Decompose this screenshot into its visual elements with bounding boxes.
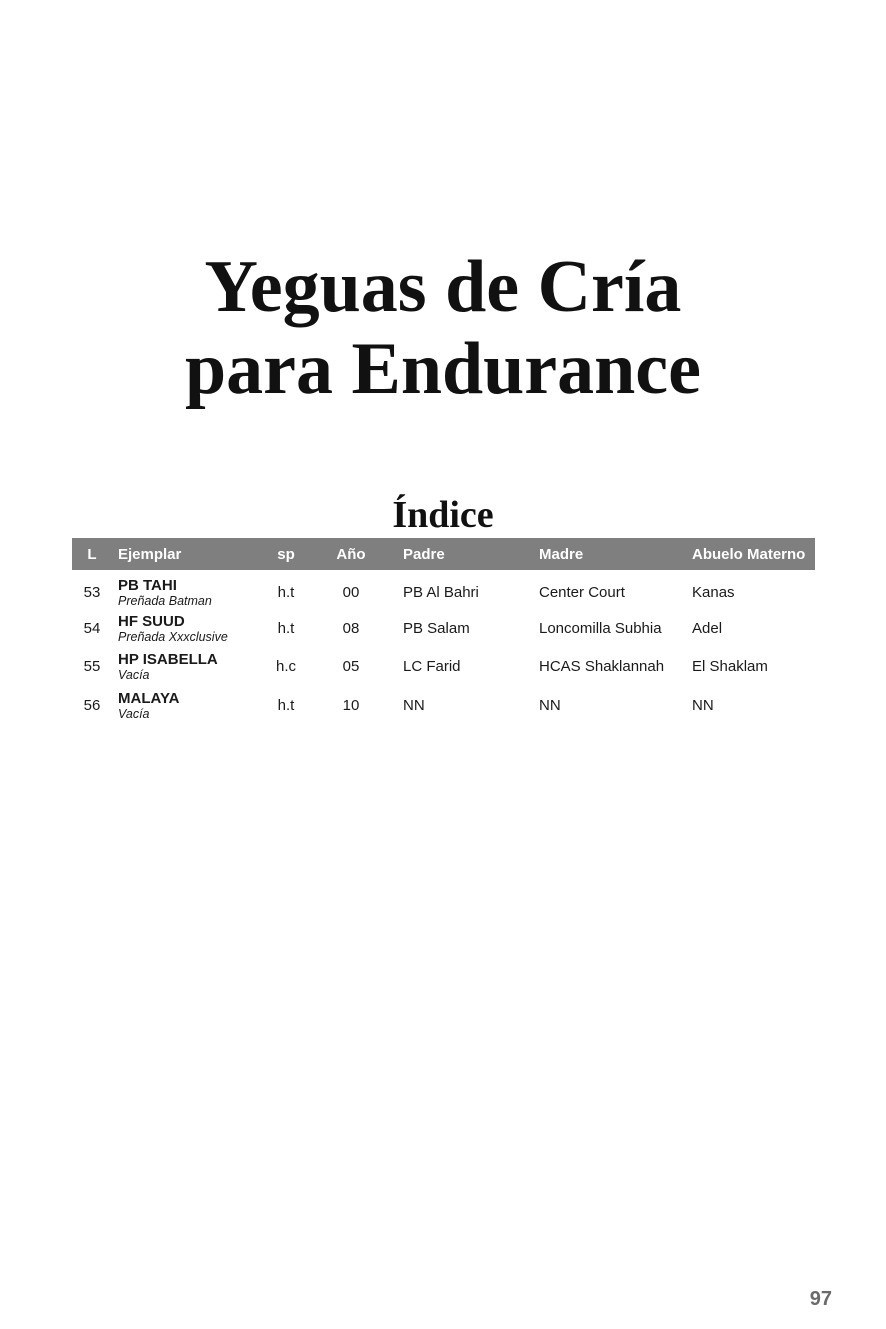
maternal-grandsire-value: NN (692, 696, 714, 714)
dam-value: Center Court (539, 583, 625, 601)
column-header-sire: Padre (403, 545, 445, 563)
sp-value: h.c (275, 658, 296, 676)
dam-value: Loncomilla Subhia (539, 619, 662, 637)
table-row (72, 647, 815, 686)
year-value: 00 (342, 583, 360, 601)
sire-value: PB Al Bahri (403, 583, 479, 601)
sp-value: h.t (277, 619, 295, 637)
page-number: 97 (809, 1288, 832, 1310)
horse-status: Vacía (118, 668, 150, 683)
sire-value: LC Farid (403, 658, 461, 676)
lot-number: 54 (83, 619, 101, 637)
sire-value: NN (403, 696, 425, 714)
maternal-grandsire-value: El Shaklam (692, 658, 768, 676)
table-row (72, 609, 815, 648)
horse-name: HF SUUD (118, 612, 185, 630)
horse-name: PB TAHI (118, 576, 177, 594)
sp-value: h.t (277, 583, 295, 601)
dam-value: NN (539, 696, 561, 714)
horse-name: MALAYA (118, 689, 180, 707)
column-header-horse: Ejemplar (118, 545, 182, 563)
year-value: 08 (342, 619, 360, 637)
table-row (72, 570, 815, 609)
table-header-row (72, 538, 815, 570)
sp-value: h.t (277, 696, 295, 714)
horse-cell (112, 570, 267, 609)
horse-cell (112, 609, 267, 648)
horse-status: Preñada Batman (118, 593, 212, 608)
title-line-1: Yeguas de Cría (204, 246, 682, 328)
index-table (72, 538, 815, 725)
column-header-dam: Madre (539, 545, 584, 563)
horse-status: Vacía (118, 706, 150, 721)
dam-value: HCAS Shaklannah (539, 658, 665, 676)
index-heading: Índice (392, 494, 494, 536)
lot-number: 53 (83, 583, 101, 601)
page-title (0, 246, 886, 410)
horse-status: Preñada Xxxclusive (118, 629, 228, 644)
column-header-sp: sp (277, 545, 295, 563)
horse-name: HP ISABELLA (118, 651, 218, 669)
horse-cell (112, 647, 267, 686)
maternal-grandsire-value: Kanas (692, 583, 735, 601)
column-header-year: Año (336, 545, 366, 563)
year-value: 05 (342, 658, 360, 676)
column-header-lot: L (87, 545, 97, 563)
title-line-2: para Endurance (184, 328, 701, 410)
column-header-maternal-grandsire: Abuelo Materno (692, 545, 806, 563)
maternal-grandsire-value: Adel (692, 619, 723, 637)
sire-value: PB Salam (403, 619, 470, 637)
horse-cell (112, 686, 267, 725)
lot-number: 55 (83, 658, 101, 676)
lot-number: 56 (83, 696, 101, 714)
year-value: 10 (342, 696, 360, 714)
table-row (72, 686, 815, 725)
